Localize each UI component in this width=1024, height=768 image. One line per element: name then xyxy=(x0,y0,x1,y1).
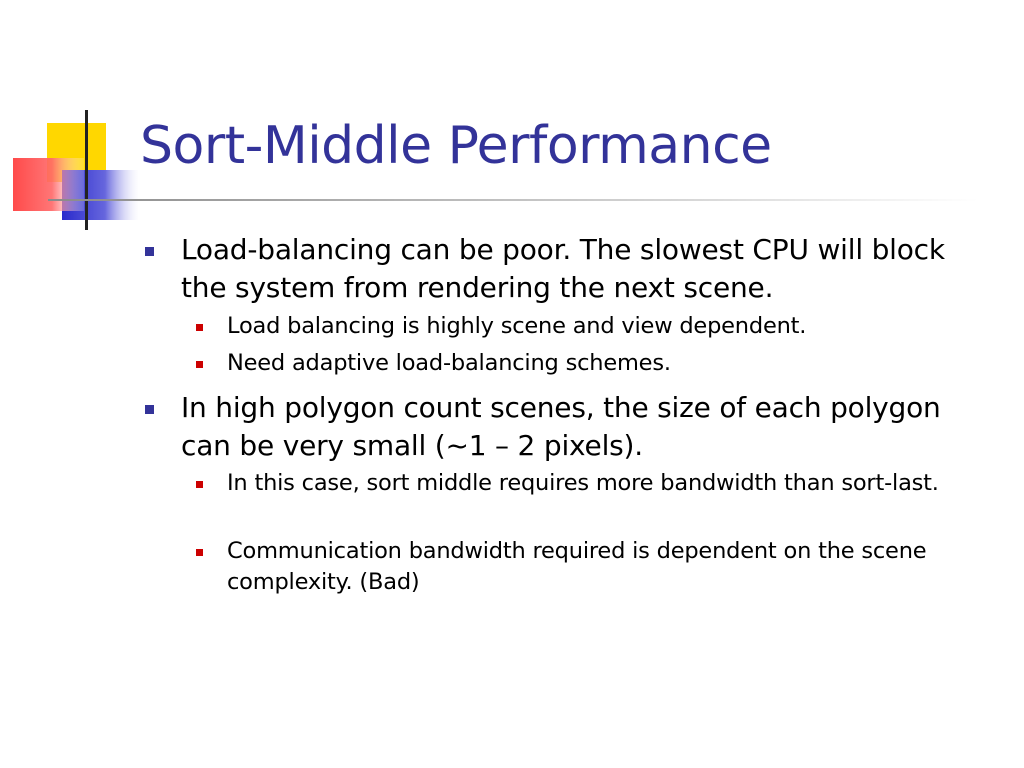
sub-bullet-text: Need adaptive load-balancing schemes. xyxy=(227,350,671,376)
slide-title: Sort-Middle Performance xyxy=(140,116,772,176)
sub-bullet-text: Load balancing is highly scene and view dependent. xyxy=(227,313,807,339)
bullet-text: In high polygon count scenes, the size of each polygon can be very small (~1 – 2 pixels). xyxy=(181,391,941,462)
bullet-text: Load-balancing can be poor. The slowest CPU will block the system from rendering the next scene. xyxy=(181,233,945,304)
sub-bullet-text: Communication bandwidth required is dependent on the scene complexity. (Bad) xyxy=(227,538,927,595)
sub-bullet-item xyxy=(227,348,997,379)
bullet-item xyxy=(181,389,981,465)
sub-bullet-item xyxy=(227,311,997,342)
bullet-item xyxy=(181,231,981,307)
sub-bullet-square-icon xyxy=(196,324,203,331)
sub-bullet-square-icon xyxy=(196,361,203,368)
sub-bullet-square-icon xyxy=(196,549,203,556)
sub-bullet-item xyxy=(227,536,997,598)
bullet-square-icon xyxy=(145,247,154,256)
sub-bullet-square-icon xyxy=(196,481,203,488)
bullet-square-icon xyxy=(145,405,154,414)
sub-bullet-text: In this case, sort middle requires more bandwidth than sort-last. xyxy=(227,470,939,496)
sub-bullet-item xyxy=(227,468,997,499)
